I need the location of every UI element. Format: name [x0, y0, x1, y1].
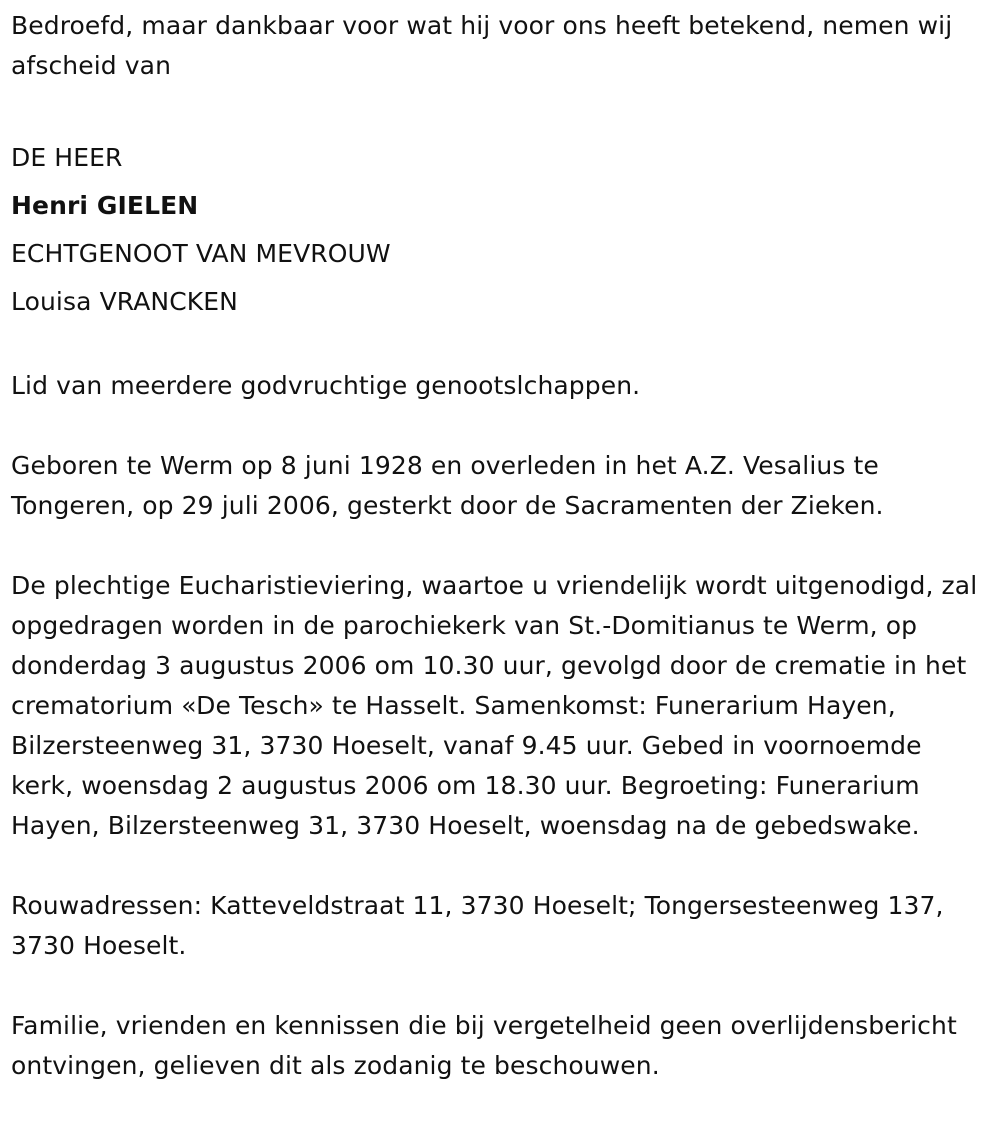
title-text: DE HEER: [11, 143, 123, 172]
addresses-text: Rouwadressen: Katteveldstraat 11, 3730 Hoeselt; Tongersesteenweg 137, 3730 Hoeselt.: [11, 891, 944, 960]
closing-text: Familie, vrienden en kennissen die bij vergetelheid geen overlijdensbericht ontvingen, gelieven dit als zodanig te beschouwen.: [11, 1011, 957, 1080]
relation-text: ECHTGENOOT VAN MEVROUW: [11, 239, 391, 268]
spacer: [11, 326, 988, 366]
spacer: [11, 86, 988, 126]
membership-text: Lid van meerdere godvruchtige genootslchappen.: [11, 371, 641, 400]
spacer: [11, 526, 988, 566]
spacer: [11, 126, 988, 134]
spacer: [11, 966, 988, 1006]
spacer: [11, 406, 988, 446]
intro-text: Bedroefd, maar dankbaar voor wat hij voor ons heeft betekend, nemen wij afscheid van: [11, 11, 953, 80]
ceremony-text: De plechtige Eucharistieviering, waartoe u vriendelijk wordt uitgenodigd, zal opgedragen worden in de parochiekerk van St.-Domitianus te Werm, op donderdag 3 augustus 2006 om 10.30 uur, gevolgd door de crematie in het crematorium «De Tesch» te Hasselt. Samenkomst: Funerarium Hayen, Bilzersteenweg 31, 3730 Hoeselt, vanaf 9.45 uur. Gebed in voornoemde kerk, woensdag 2 augustus 2006 om 18.30 uur. Begroeting: Funerarium Hayen, Bilzersteenweg 31, 3730 Hoeselt, woensdag na de gebedswake.: [11, 571, 978, 840]
spacer: [11, 846, 988, 886]
spouse-name: Louisa VRANCKEN: [11, 287, 238, 316]
deceased-name: Henri GIELEN: [11, 191, 199, 220]
birth-death-text: Geboren te Werm op 8 juni 1928 en overleden in het A.Z. Vesalius te Tongeren, op 29 juli 2006, gesterkt door de Sacramenten der Zieken.: [11, 451, 884, 520]
